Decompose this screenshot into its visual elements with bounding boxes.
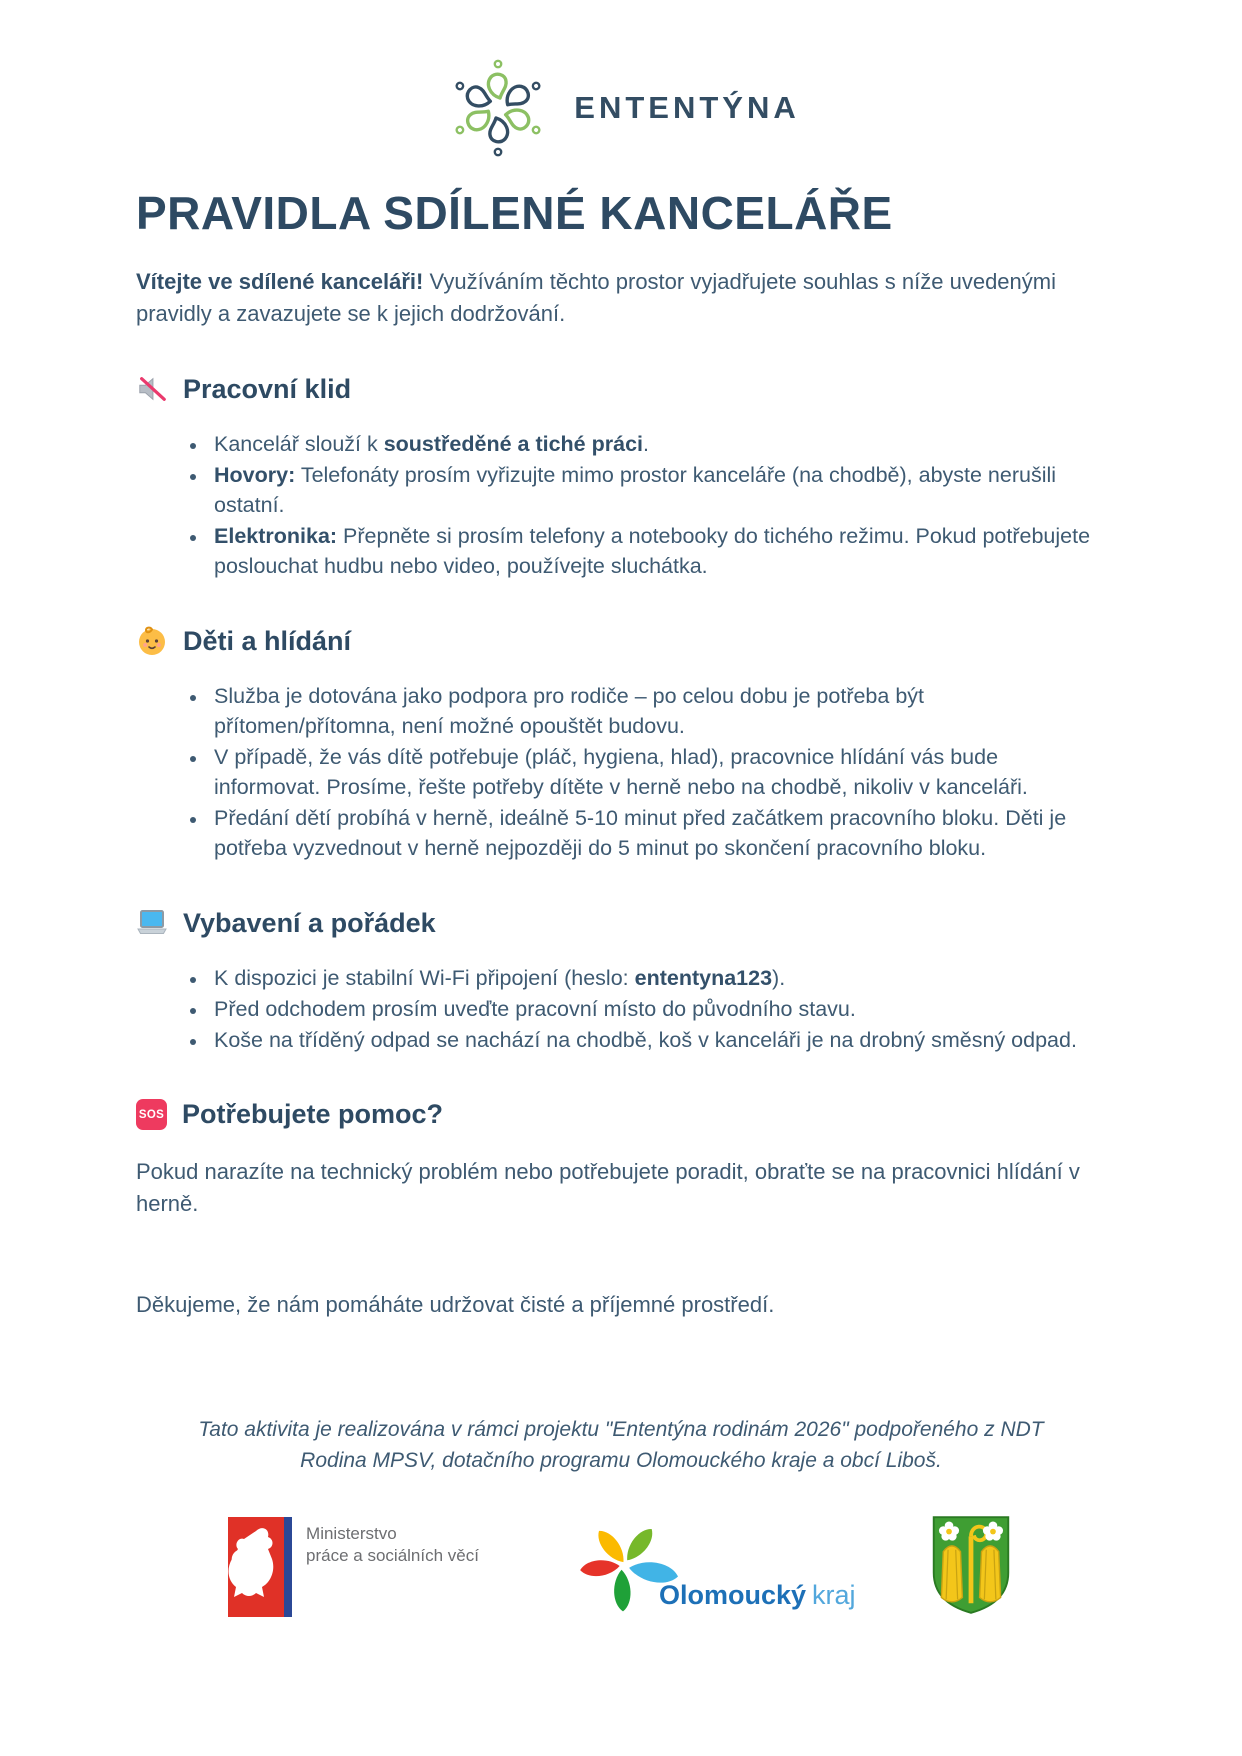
section-title: Vybavení a pořádek xyxy=(183,907,436,938)
text-segment: Elektronika: xyxy=(214,524,338,549)
footer-logos xyxy=(136,1511,1106,1624)
section-title: Děti a hlídání xyxy=(183,625,352,656)
text-segment: Hovory: xyxy=(214,463,296,488)
text-segment: . xyxy=(643,432,649,457)
bullet-item xyxy=(208,803,1106,863)
sos-icon: SOS xyxy=(136,1099,167,1130)
olomoucky-kraj-logo xyxy=(571,1513,856,1621)
bullet-item xyxy=(208,681,1106,741)
ententyna-swirl-icon xyxy=(442,52,554,164)
bullet-item xyxy=(208,1025,1106,1055)
brand-wordmark: ENTENTÝNA xyxy=(574,90,800,125)
page-title: PRAVIDLA SDÍLENÉ KANCELÁŘE xyxy=(136,187,893,239)
section-vybaveni-a-poradek xyxy=(136,907,1106,1055)
text-segment: soustředěné a tiché práci xyxy=(383,432,643,457)
mpsv-label-line1: Ministerstvo xyxy=(306,1524,397,1544)
section-bullets xyxy=(136,429,1106,581)
text-segment: Kancelář slouží k xyxy=(214,432,384,457)
olomoucky-label-light: kraj xyxy=(812,1580,856,1611)
bullet-item xyxy=(208,521,1106,581)
section-bullets xyxy=(136,963,1106,1055)
mpsv-label xyxy=(306,1523,479,1567)
brand-logo xyxy=(136,0,1106,164)
bullet-item xyxy=(208,429,1106,459)
olomoucky-kraj-label xyxy=(659,1580,856,1611)
mpsv-label-line2: práce a sociálních věcí xyxy=(306,1546,479,1566)
text-segment: Koše na tříděný odpad se nachází na chodbě, koš v kanceláři je na drobný směsný odpad. xyxy=(214,1028,1077,1053)
bullet-item xyxy=(208,994,1106,1024)
project-note: Tato aktivita je realizována v rámci projektu "Ententýna rodinám 2026" podpořeného z NDT Rodina MPSV, dotačního programu Olomouckého kraje a obcí Liboš. xyxy=(198,1417,1044,1473)
bullet-item xyxy=(208,460,1106,520)
text-segment: Přepněte si prosím telefony a notebooky do tichého režimu. Pokud potřebujete poslouchat hudbu nebo video, používejte sluchátka. xyxy=(214,524,1091,579)
closing-line: Děkujeme, že nám pomáháte udržovat čisté a příjemné prostředí. xyxy=(136,1291,775,1317)
libos-shield-icon xyxy=(928,1511,1014,1619)
text-segment: ). xyxy=(772,966,786,991)
section-pracovni-klid xyxy=(136,373,1106,581)
text-segment: Služba je dotována jako podpora pro rodiče – po celou dobu je potřeba být přítomen/přítomna, není možné opouštět budovu. xyxy=(214,684,925,739)
text-segment: Telefonáty prosím vyřizujte mimo prostor kanceláře (na chodbě), abyste nerušili ostatní. xyxy=(214,463,1057,518)
bullet-item xyxy=(208,742,1106,802)
mpsv-logo xyxy=(228,1517,479,1617)
section-title: Pracovní klid xyxy=(183,373,352,404)
text-segment: Vítejte ve sdílené kanceláři! xyxy=(136,269,424,294)
section-potrebujete-pomoc xyxy=(136,1099,1106,1219)
text-segment: Předání dětí probíhá v herně, ideálně 5-10 minut před začátkem pracovního bloku. Děti je potřeba vyzvednout v herně nejpozději do 5 minut po skončení pracovního bloku. xyxy=(214,806,1067,861)
section-bullets xyxy=(136,681,1106,863)
text-segment: Využíváním těchto prostor vyjadřujete souhlas s níže uvedenými pravidly a zavazujete se k jejich dodržování. xyxy=(136,269,1056,326)
text-segment: ententyna123 xyxy=(634,966,773,991)
bullet-item xyxy=(208,963,1106,993)
section-deti-a-hlidani xyxy=(136,625,1106,863)
section-title: Potřebujete pomoc? xyxy=(182,1099,444,1130)
olomoucky-label-bold: Olomoucký xyxy=(658,1580,806,1611)
intro-paragraph xyxy=(136,266,1086,329)
text-segment: Před odchodem prosím uveďte pracovní místo do původního stavu. xyxy=(214,997,856,1022)
laptop-icon xyxy=(136,907,168,939)
text-segment: K dispozici je stabilní Wi-Fi připojení (heslo: xyxy=(214,966,635,991)
help-paragraph: Pokud narazíte na technický problém nebo potřebujete poradit, obraťte se na pracovnici hlídání v herně. xyxy=(136,1159,1080,1217)
muted-speaker-icon xyxy=(136,373,168,405)
mpsv-emblem-icon xyxy=(228,1517,292,1617)
libos-coat-of-arms xyxy=(928,1511,1014,1624)
baby-icon xyxy=(136,625,168,657)
text-segment: V případě, že vás dítě potřebuje (pláč, hygiena, hlad), pracovnice hlídání vás bude informovat. Prosíme, řešte potřeby dítěte v herně nebo na chodbě, nikoliv v kanceláři. xyxy=(214,745,1028,800)
